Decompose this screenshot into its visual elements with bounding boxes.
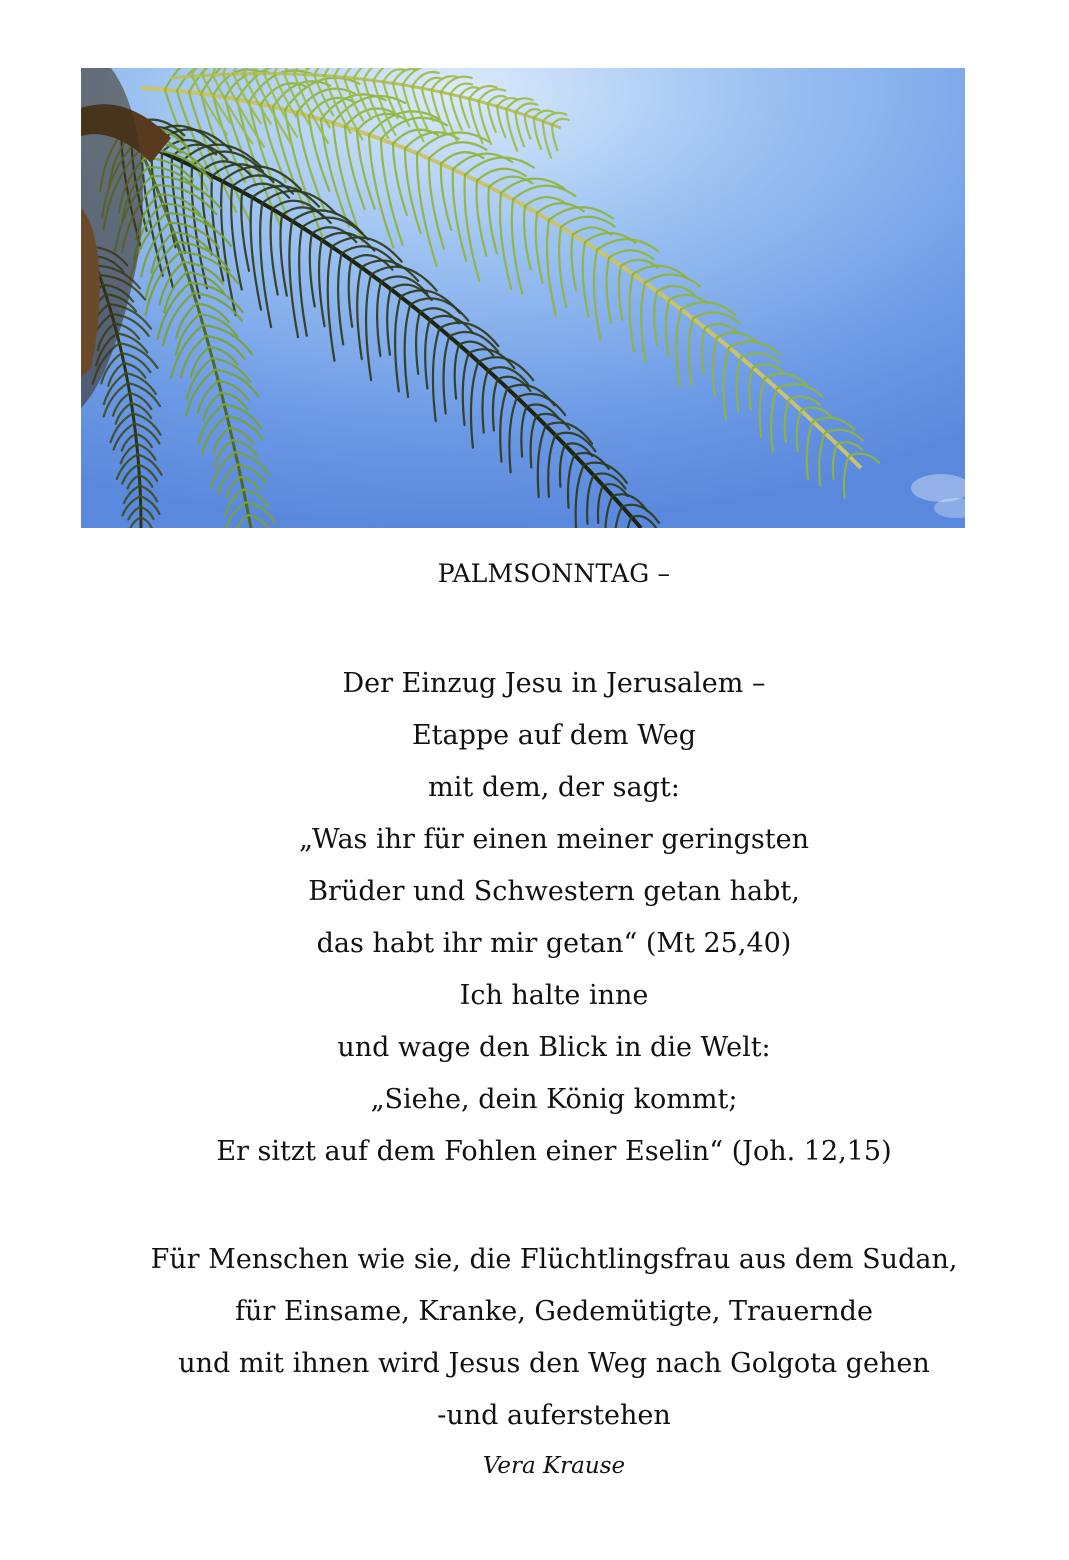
poem-line: „Siehe, dein König kommt; [370, 1084, 738, 1115]
poem-line: Brüder und Schwestern getan habt, [308, 876, 800, 907]
poem-line: „Was ihr für einen meiner geringsten [299, 824, 809, 855]
poem-line: Er sitzt auf dem Fohlen einer Eselin“ (Joh. 12,15) [216, 1136, 892, 1167]
poem-line: Der Einzug Jesu in Jerusalem – [342, 668, 766, 699]
palm-photo [81, 68, 965, 528]
page-title: PALMSONNTAG – [437, 559, 671, 588]
poem-line: und wage den Blick in die Welt: [337, 1032, 771, 1063]
poem-stanza-1 [0, 658, 1069, 1178]
poem-line: und mit ihnen wird Jesus den Weg nach Golgota gehen [178, 1348, 930, 1379]
poem-line: -und auferstehen [437, 1400, 671, 1431]
author-signature: Vera Krause [482, 1453, 626, 1479]
poem-line: das habt ihr mir getan“ (Mt 25,40) [316, 928, 792, 959]
poem-line: Ich halte inne [459, 980, 649, 1011]
poem-line: mit dem, der sagt: [428, 772, 680, 803]
poem-line: Für Menschen wie sie, die Flüchtlingsfrau aus dem Sudan, [150, 1244, 958, 1275]
poem-line: für Einsame, Kranke, Gedemütigte, Trauernde [235, 1296, 873, 1327]
palm-illustration [81, 68, 965, 528]
poem-stanza-2 [0, 1234, 1069, 1442]
poem-line: Etappe auf dem Weg [411, 720, 697, 751]
